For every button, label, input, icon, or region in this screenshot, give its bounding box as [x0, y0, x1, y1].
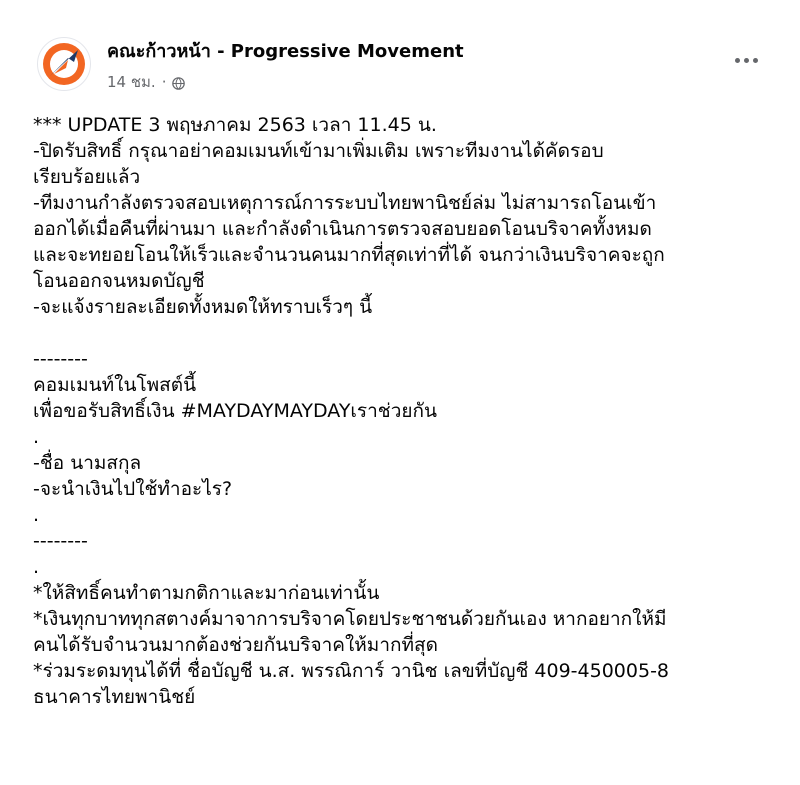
post-line: . — [33, 504, 40, 526]
post-meta — [107, 70, 185, 94]
globe-icon[interactable] — [172, 76, 185, 89]
more-options-dot — [753, 58, 758, 63]
post-timestamp[interactable]: 14 ชม. — [107, 73, 156, 91]
post-line: . — [33, 556, 40, 578]
post-line: -ปิดรับสิทธิ์ กรุณาอย่าคอมเมนท์เข้ามาเพิ่มเติม เพราะทีมงานได้คัดรอบ — [33, 140, 604, 162]
post-line: คนได้รับจำนวนมากต้องช่วยกันบริจาคให้มากที่สุด — [33, 634, 438, 656]
post-line: . — [33, 426, 40, 448]
post-line: *เงินทุกบาททุกสตางค์มาจาการบริจาคโดยประชาชนด้วยกันเอง หากอยากให้มี — [33, 608, 667, 630]
post-line: โอนออกจนหมดบัญชี — [33, 270, 205, 292]
post-line: ธนาคารไทยพานิชย์ — [33, 686, 196, 708]
post-line: -จะนำเงินไปใช้ทำอะไร? — [33, 478, 233, 500]
post-line: -ทีมงานกำลังตรวจสอบเหตุการณ์การระบบไทยพานิชย์ล่ม ไม่สามารถโอนเข้า — [33, 192, 657, 214]
post-line: และจะทยอยโอนให้เร็วและจำนวนคนมากที่สุดเท่าที่ได้ จนกว่าเงินบริจาคจะถูก — [33, 244, 665, 266]
page-avatar[interactable] — [37, 37, 91, 91]
meta-separator: · — [161, 73, 167, 91]
more-options-dot — [744, 58, 749, 63]
post-line-divider: -------- — [33, 530, 88, 552]
post-line: *ให้สิทธิ์คนทำตามกติกาและมาก่อนเท่านั้น — [33, 582, 380, 604]
post-line-divider: -------- — [33, 348, 88, 370]
post-line: *** UPDATE 3 พฤษภาคม 2563 เวลา 11.45 น. — [33, 114, 437, 136]
more-options-button[interactable] — [726, 44, 766, 76]
post-line: คอมเมนท์ในโพสต์นี้ — [33, 374, 197, 396]
post-line: *ร่วมระดมทุนได้ที่ ชื่อบัญชี น.ส. พรรณิการ์ วานิช เลขที่บัญชี 409-450005-8 — [33, 660, 670, 682]
post-line: เรียบร้อยแล้ว — [33, 166, 141, 188]
more-options-icon — [735, 58, 740, 63]
paragraph-gap — [33, 320, 785, 346]
page-name-link[interactable]: คณะก้าวหน้า - Progressive Movement — [107, 41, 464, 62]
post-message — [33, 112, 785, 710]
post-line: -ชื่อ นามสกุล — [33, 452, 142, 474]
post-line-hashtag[interactable]: เพื่อขอรับสิทธิ์เงิน #MAYDAYMAYDAYเราช่วยกัน — [33, 400, 437, 422]
progressive-movement-logo-icon — [38, 38, 90, 90]
post-line: -จะแจ้งรายละเอียดทั้งหมดให้ทราบเร็วๆ นี้ — [33, 296, 373, 318]
post-line: ออกได้เมื่อคืนที่ผ่านมา และกำลังดำเนินการตรวจสอบยอดโอนบริจาคทั้งหมด — [33, 218, 652, 240]
